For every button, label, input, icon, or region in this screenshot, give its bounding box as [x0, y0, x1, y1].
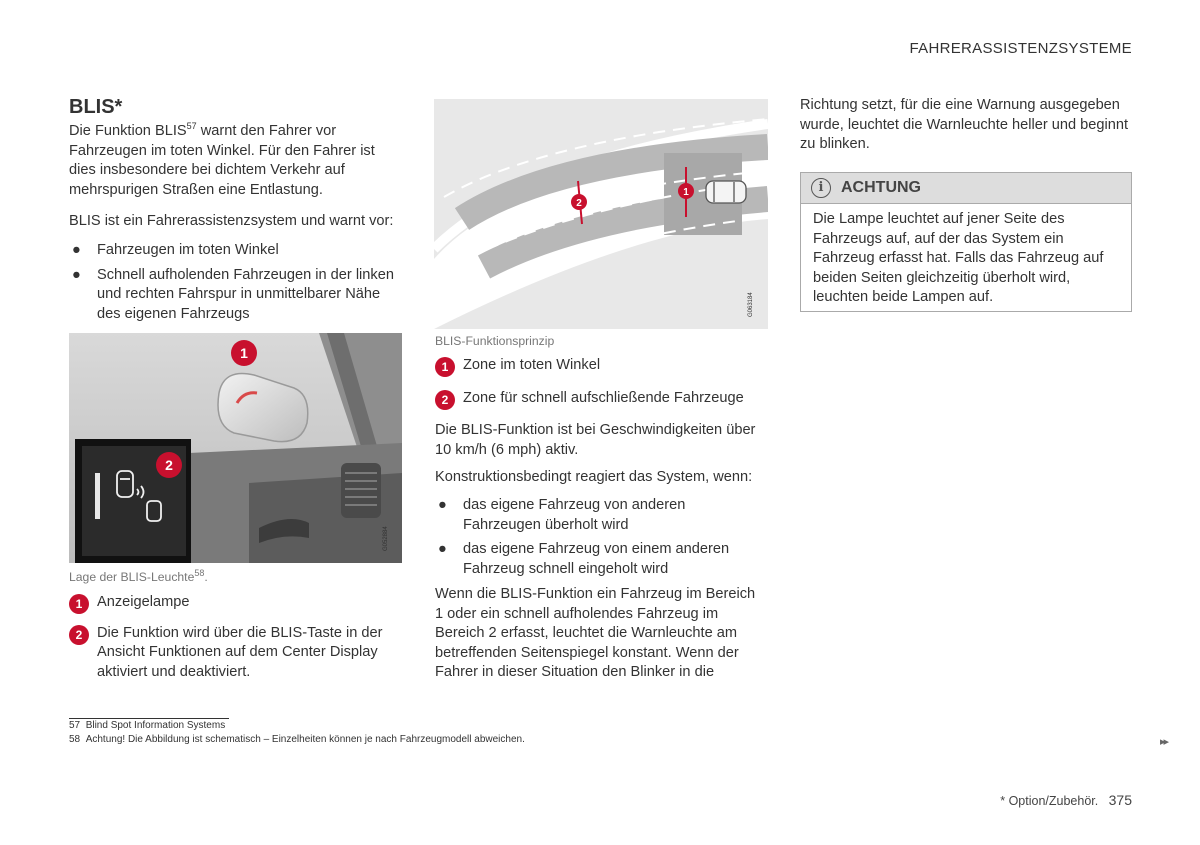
number-badge: 1	[69, 594, 89, 614]
figure-badge-2	[156, 452, 182, 478]
footnote-57	[69, 719, 225, 732]
footnote-ref-57[interactable]: 57	[186, 121, 197, 132]
next-page-arrow-icon[interactable]: ▸▸	[1159, 736, 1167, 748]
svg-text:2: 2	[165, 457, 173, 473]
col2-bullet-list	[435, 496, 765, 584]
caption-end: .	[204, 570, 208, 584]
svg-text:2: 2	[576, 198, 582, 209]
intro-paragraph	[69, 122, 399, 200]
figure1-caption	[69, 567, 208, 584]
blis-light-figure	[69, 333, 402, 563]
footnote-number: 58	[69, 734, 81, 745]
option-note: * Option/Zubehör.	[1000, 794, 1099, 808]
bullet-icon: ●	[438, 497, 447, 513]
callout-text: Die Funktion wird über die BLIS-Taste in der Ansicht Funktionen auf dem Center Display aktiviert und deaktiviert.	[97, 624, 383, 680]
list-item	[69, 266, 399, 325]
list-item-text: das eigene Fahrzeug von einem anderen Fahrzeug schnell eingeholt wird	[463, 541, 730, 577]
figure-badge-2	[571, 194, 587, 210]
speed-paragraph: Die BLIS-Funktion ist bei Geschwindigkeiten über 10 km/h (6 mph) aktiv.	[435, 422, 756, 458]
figure-badge-1	[231, 340, 257, 366]
callout-text: Zone für schnell aufschließende Fahrzeuge	[463, 389, 744, 406]
footnote-text: Achtung! Die Abbildung ist schematisch – Einzelheiten können je nach Fahrzeugmodell abweichen.	[85, 734, 525, 745]
list-item-text: Fahrzeugen im toten Winkel	[97, 242, 279, 258]
col2-callouts	[435, 356, 765, 420]
callout-text: Anzeigelampe	[97, 594, 190, 610]
section-header: FAHRERASSISTENZSYSTEME	[909, 40, 1132, 57]
intro-text-a: Die Funktion BLIS	[69, 123, 187, 139]
callout-text: Zone im toten Winkel	[463, 357, 601, 373]
col1-callouts	[69, 593, 399, 694]
info-icon: i	[811, 178, 831, 198]
warning-title: ACHTUNG	[841, 179, 921, 196]
list-item	[69, 241, 399, 261]
intro-text-b: warnt den Fahrer vor Fahrzeugen im toten Winkel. Für den Fahrer ist dies insbesondere bei dichtem Verkehr auf mehrspurigen Straßen eine Entlastung.	[69, 123, 375, 198]
footnote-58	[69, 733, 525, 746]
blis-light-illustration	[69, 333, 402, 563]
callout-item	[435, 389, 765, 409]
footnote-number: 57	[69, 720, 81, 731]
callout-item	[69, 624, 399, 683]
col1-bullet-list	[69, 241, 399, 329]
page-footer	[1000, 792, 1132, 808]
bullet-icon: ●	[72, 266, 81, 283]
list-item	[435, 496, 765, 535]
page-number: 375	[1108, 792, 1132, 808]
list-item-text: das eigene Fahrzeug von anderen Fahrzeugen überholt wird	[463, 497, 686, 533]
list-item-text: Schnell aufholenden Fahrzeugen in der linken und rechten Fahrspur in unmittelbarer Nähe des eigenen Fahrzeugs	[97, 266, 394, 322]
blis-principle-illustration	[434, 99, 768, 329]
reaction-paragraph: Konstruktionsbedingt reagiert das System, wenn:	[435, 469, 753, 485]
page-title: BLIS*	[69, 96, 123, 118]
bullet-icon: ●	[438, 541, 447, 558]
bullet-icon: ●	[72, 242, 81, 258]
warning-box	[800, 172, 1132, 312]
warning-text: Die Lampe leuchtet auf jener Seite des Fahrzeugs auf, auf der das System ein Fahrzeug erfasst hat. Falls das Fahrzeug auf beiden Seiten gleichzeitig überholt wird, leuchten beide Lampen auf.	[813, 211, 1104, 306]
svg-text:1: 1	[240, 345, 248, 361]
intro2-paragraph: BLIS ist ein Fahrerassistenzsystem und warnt vor:	[69, 213, 394, 229]
svg-text:1: 1	[683, 187, 689, 198]
caption-text: Lage der BLIS-Leuchte	[69, 570, 195, 584]
figure-code: G063184	[748, 292, 754, 317]
detection-paragraph: Wenn die BLIS-Funktion ein Fahrzeug im Bereich 1 oder ein schnell aufholendes Fahrzeug im Bereich 2 erfasst, leuchtet die Warnleuchte am betreffenden Seitenspiegel konstant. Wenn der Fahrer in dieser Situation den Blinker in die	[435, 586, 756, 681]
indicator-paragraph: Richtung setzt, für die eine Warnung ausgegeben wurde, leuchtet die Warnleuchte heller und beginnt zu blinken.	[800, 97, 1129, 153]
blis-principle-figure	[434, 99, 768, 329]
callout-item	[69, 593, 399, 613]
warning-header	[801, 173, 1131, 204]
footnote-text: Blind Spot Information Systems	[85, 720, 226, 731]
number-badge: 2	[435, 390, 455, 410]
figure-badge-1	[678, 183, 694, 199]
list-item	[435, 540, 765, 579]
number-badge: 2	[69, 625, 89, 645]
figure-code: G052884	[383, 526, 389, 551]
footnote-ref-58[interactable]: 58	[194, 567, 205, 578]
callout-item	[435, 356, 765, 376]
number-badge: 1	[435, 357, 455, 377]
figure2-caption: BLIS-Funktionsprinzip	[435, 334, 555, 348]
